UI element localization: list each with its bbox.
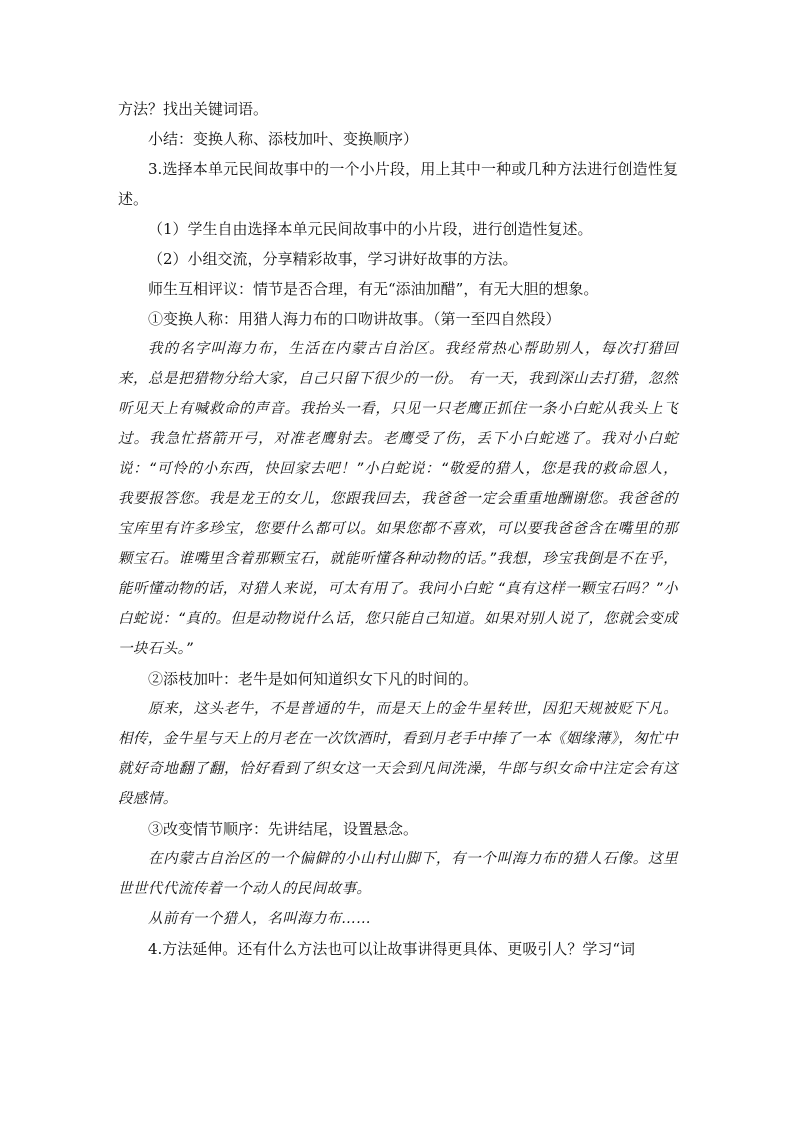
paragraph-add-details: ②添枝加叶：老牛是如何知道织女下凡的时间的。 <box>148 670 479 688</box>
paragraph-golden-ox-story: 原来，这头老牛，不是普通的牛，而是天上的金牛星转世，因犯天规被贬下凡。相传，金牛星与天上的月老在一次饮酒时，看到月老手中捧了一本《姻缘薄》，匆忙中就好奇地翻了翻，恰好看到了织女这一天会到凡间洗澡，牛郎与织女命中注定会有这段感情。 <box>118 701 678 807</box>
paragraph-stone-statue-story: 在内蒙古自治区的一个偏僻的小山村山脚下，有一个叫海力布的猎人石像。这里世世代代流传着一个动人的民间故事。 <box>118 851 678 897</box>
paragraph-step-4: 4.方法延伸。还有什么方法也可以让故事讲得更具体、更吸引人？学习“词 <box>148 940 635 958</box>
paragraph-step-3: 3.选择本单元民间故事中的一个小片段，用上其中一种或几种方法进行创造性复述。 <box>118 160 678 208</box>
paragraph-change-person: ①变换人称：用猎人海力布的口吻讲故事。（第一至四自然段） <box>148 310 561 328</box>
paragraph-summary: 小结：变换人称、添枝加叶、变换顺序） <box>148 130 419 148</box>
paragraph-hailibu-story: 我的名字叫海力布，生活在内蒙古自治区。我经常热心帮助别人，每次打猎回来，总是把猎物分给大家，自己只留下很少的一份。 有一天，我到深山去打猎，忽然听见天上有喊救命的声音。我抬头一看，只见一只老鹰正抓住一条小白蛇从我头上飞过。我急忙搭箭开弓，对准老鹰射去。老鹰受了伤，丢下小白蛇逃了。我对小白蛇说：“可怜的小东西，快回家去吧！”小白蛇说：“敬爱的猎人，您是我的救命恩人，我要报答您。我是龙王的女儿，您跟我回去，我爸爸一定会重重地酬谢您。我爸爸的宝库里有许多珍宝，您要什么都可以。如果您都不喜欢，可以要我爸爸含在嘴里的那颗宝石。谁嘴里含着那颗宝石，就能听懂各种动物的话。”我想，珍宝我倒是不在乎，能听懂动物的话，对猎人来说，可太有用了。我问小白蛇 “真有这样一颗宝石吗？”小白蛇说：“真的。但是动物说什么话，您只能自己知道。如果对别人说了，您就会变成一块石头。” <box>118 341 678 657</box>
paragraph-once-upon: 从前有一个猎人，名叫海力布…… <box>148 911 372 927</box>
paragraph-change-order: ③改变情节顺序：先讲结尾，设置悬念。 <box>148 820 419 838</box>
paragraph-method-question: 方法？找出关键词语。 <box>118 100 269 118</box>
document-body <box>118 94 678 964</box>
paragraph-substep-1: （1）学生自由选择本单元民间故事中的小片段，进行创造性复述。 <box>148 220 593 238</box>
paragraph-substep-2: （2）小组交流，分享精彩故事，学习讲好故事的方法。 <box>148 250 518 268</box>
paragraph-evaluation: 师生互相评议：情节是否合理，有无“添油加醋”，有无大胆的想象。 <box>148 280 599 298</box>
